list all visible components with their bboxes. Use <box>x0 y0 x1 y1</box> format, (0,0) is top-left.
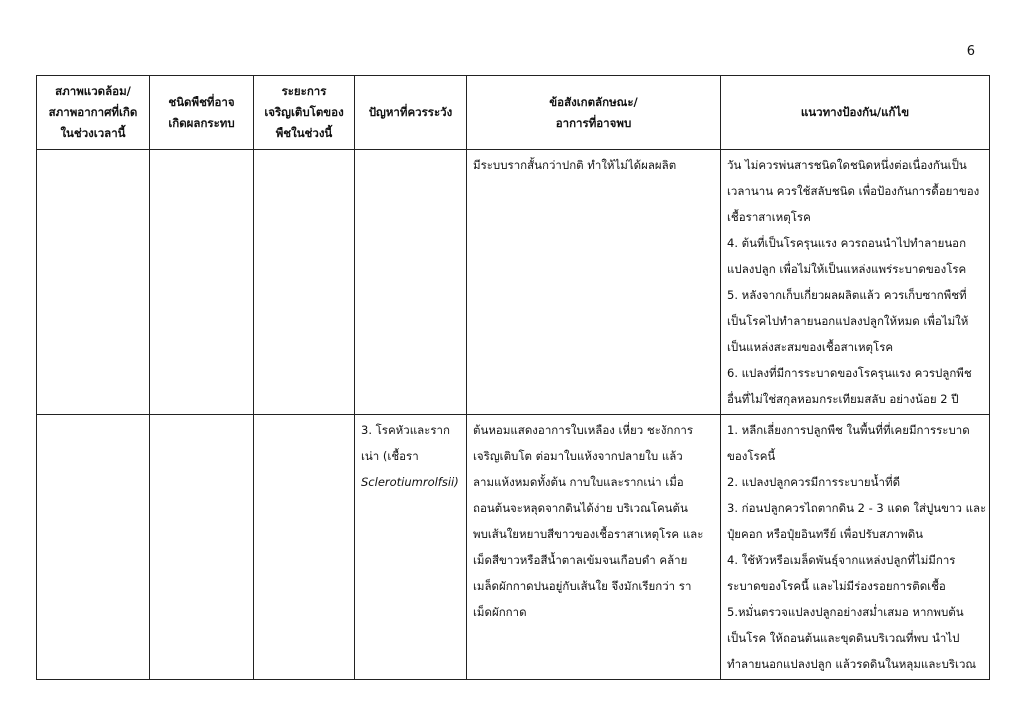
cell-symptoms: ต้นหอมแสดงอาการใบเหลือง เหี่ยว ชะงักการ เจริญเติบโต ต่อมาใบแห้งจากปลายใบ แล้ว ลามแห้งหมดทั้งต้น กาบใบและรากเน่า เมื่อ ถอนต้นจะหลุดจากดินได้ง่าย บริเวณโคนต้น พบเส้นใยหยาบสีขาวของเชื้อราสาเหตุโรค และ เม็ดสีขาวหรือสีน้ำตาลเข้มจนเกือบดำ คล้าย เมล็ดผักกาดปนอยู่กับเส้นใย จึงมักเรียกว่า รา เม็ดผักกาด <box>467 415 721 680</box>
header-prevention: แนวทางป้องกัน/แก้ไข <box>721 76 990 150</box>
cell-prevention: 1. หลีกเลี่ยงการปลูกพืช ในพื้นที่ที่เคยมีการระบาด ของโรคนี้ 2. แปลงปลูกควรมีการระบายน้ำที่ดี 3. ก่อนปลูกควรไถตากดิน 2 - 3 แดด ใส่ปูนขาว และ ปุ๋ยคอก หรือปุ๋ยอินทรีย์ เพื่อปรับสภาพดิน 4. ใช้หัวหรือเมล็ดพันธุ์จากแหล่งปลูกที่ไม่มีการ ระบาดของโรคนี้ และไม่มีร่องรอยการติดเชื้อ 5.หมั่นตรวจแปลงปลูกอย่างสม่ำเสมอ หากพบต้น เป็นโรค ให้ถอนต้นและขุดดินบริเวณที่พบ นำไป ทำลายนอกแปลงปลูก แล้วรดดินในหลุมและบริเวณ <box>721 415 990 680</box>
cell-growth-stage <box>254 150 355 415</box>
header-environment: สภาพแวดล้อม/ สภาพอากาศที่เกิด ในช่วงเวลานี้ <box>37 76 150 150</box>
cell-crop-type <box>150 150 254 415</box>
cell-prevention: วัน ไม่ควรพ่นสารชนิดใดชนิดหนึ่งต่อเนื่องกันเป็น เวลานาน ควรใช้สลับชนิด เพื่อป้องกันการดื้อยาของ เชื้อราสาเหตุโรค 4. ต้นที่เป็นโรครุนแรง ควรถอนนำไปทำลายนอก แปลงปลูก เพื่อไม่ให้เป็นแหล่งแพร่ระบาดของโรค 5. หลังจากเก็บเกี่ยวผลผลิตแล้ว ควรเก็บซากพืชที่ เป็นโรคไปทำลายนอกแปลงปลูกให้หมด เพื่อไม่ให้ เป็นแหล่งสะสมของเชื้อสาเหตุโรค 6. แปลงที่มีการระบาดของโรครุนแรง ควรปลูกพืช อื่นที่ไม่ใช่สกุลหอมกระเทียมสลับ อย่างน้อย 2 ปี <box>721 150 990 415</box>
cell-problem: 3. โรคหัวและราก เน่า (เชื้อรา Sclerotiumrolfsii) <box>355 415 467 680</box>
table-row <box>37 415 990 680</box>
header-growth-stage: ระยะการ เจริญเติบโตของ พืชในช่วงนี้ <box>254 76 355 150</box>
cell-crop-type <box>150 415 254 680</box>
cell-problem <box>355 150 467 415</box>
page-number: 6 <box>966 44 975 59</box>
header-crop-type: ชนิดพืชที่อาจ เกิดผลกระทบ <box>150 76 254 150</box>
cell-environment <box>37 415 150 680</box>
cell-growth-stage <box>254 415 355 680</box>
header-problem: ปัญหาที่ควรระวัง <box>355 76 467 150</box>
cell-symptoms: มีระบบรากสั้นกว่าปกติ ทำให้ไม่ได้ผลผลิต <box>467 150 721 415</box>
pest-management-table <box>36 75 990 680</box>
cell-environment <box>37 150 150 415</box>
header-symptoms: ข้อสังเกตลักษณะ/ อาการที่อาจพบ <box>467 76 721 150</box>
table-row <box>37 150 990 415</box>
header-row <box>37 76 990 150</box>
